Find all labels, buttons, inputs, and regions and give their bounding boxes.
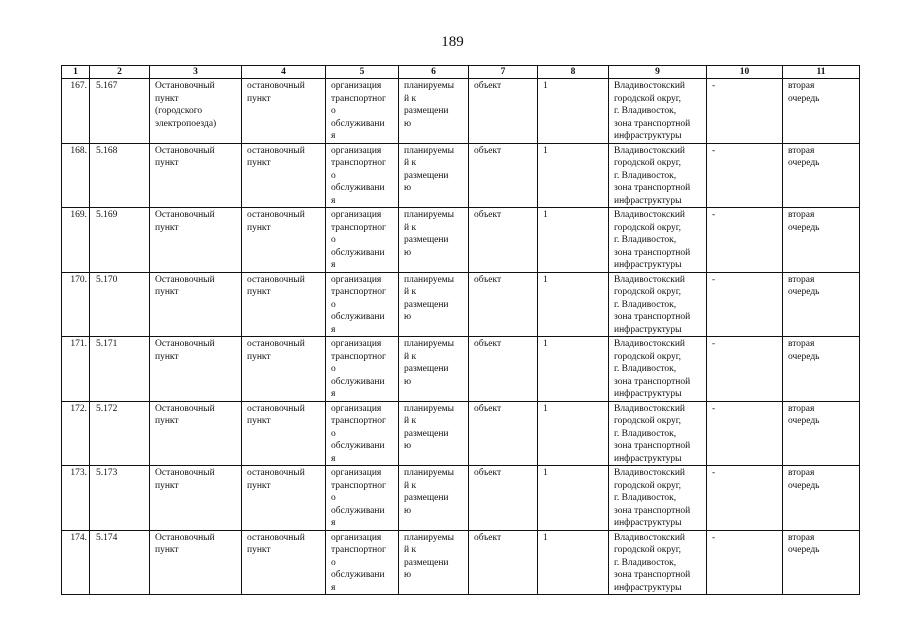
stage-cell: вторая очередь: [783, 143, 860, 208]
location-cell: Владивостокский городской округ, г. Владивосток, зона транспортной инфраструктуры: [609, 466, 707, 531]
table-row: [62, 530, 860, 595]
zone-cell: -: [707, 530, 783, 595]
row-number-cell: 167.: [62, 79, 90, 144]
object-name-cell: Остановочный пункт: [150, 337, 242, 402]
purpose-cell: организация транспортног о обслуживани я: [326, 401, 399, 466]
stage-cell: вторая очередь: [783, 530, 860, 595]
status-cell: планируемы й к размещени ю: [399, 401, 469, 466]
zone-cell: -: [707, 337, 783, 402]
row-number-cell: 169.: [62, 208, 90, 273]
object-type-cell: остановочный пункт: [242, 337, 326, 402]
column-header: 1: [62, 66, 90, 79]
object-name-cell: Остановочный пункт: [150, 272, 242, 337]
object-type-cell: остановочный пункт: [242, 401, 326, 466]
object-name-cell: Остановочный пункт: [150, 530, 242, 595]
purpose-cell: организация транспортног о обслуживани я: [326, 79, 399, 144]
purpose-cell: организация транспортног о обслуживани я: [326, 272, 399, 337]
unit-cell: объект: [469, 401, 538, 466]
stage-cell: вторая очередь: [783, 466, 860, 531]
location-cell: Владивостокский городской округ, г. Владивосток, зона транспортной инфраструктуры: [609, 208, 707, 273]
column-header: 10: [707, 66, 783, 79]
object-name-cell: Остановочный пункт: [150, 466, 242, 531]
location-cell: Владивостокский городской округ, г. Владивосток, зона транспортной инфраструктуры: [609, 272, 707, 337]
quantity-cell: 1: [538, 337, 609, 402]
column-header: 6: [399, 66, 469, 79]
column-header: 5: [326, 66, 399, 79]
unit-cell: объект: [469, 208, 538, 273]
object-type-cell: остановочный пункт: [242, 208, 326, 273]
stage-cell: вторая очередь: [783, 79, 860, 144]
stage-cell: вторая очередь: [783, 401, 860, 466]
object-code-cell: 5.174: [90, 530, 150, 595]
status-cell: планируемы й к размещени ю: [399, 530, 469, 595]
table-row: [62, 272, 860, 337]
row-number-cell: 170.: [62, 272, 90, 337]
object-code-cell: 5.168: [90, 143, 150, 208]
table-row: [62, 401, 860, 466]
status-cell: планируемы й к размещени ю: [399, 272, 469, 337]
table-row: [62, 79, 860, 144]
column-header: 3: [150, 66, 242, 79]
status-cell: планируемы й к размещени ю: [399, 208, 469, 273]
object-code-cell: 5.171: [90, 337, 150, 402]
zone-cell: -: [707, 401, 783, 466]
column-header: 11: [783, 66, 860, 79]
zone-cell: -: [707, 143, 783, 208]
purpose-cell: организация транспортног о обслуживани я: [326, 208, 399, 273]
location-cell: Владивостокский городской округ, г. Владивосток, зона транспортной инфраструктуры: [609, 337, 707, 402]
object-type-cell: остановочный пункт: [242, 79, 326, 144]
purpose-cell: организация транспортног о обслуживани я: [326, 337, 399, 402]
table-row: [62, 208, 860, 273]
column-header: 9: [609, 66, 707, 79]
object-code-cell: 5.170: [90, 272, 150, 337]
zone-cell: -: [707, 466, 783, 531]
location-cell: Владивостокский городской округ, г. Владивосток, зона транспортной инфраструктуры: [609, 530, 707, 595]
zone-cell: -: [707, 79, 783, 144]
quantity-cell: 1: [538, 79, 609, 144]
objects-table: [61, 65, 860, 595]
zone-cell: -: [707, 272, 783, 337]
header-row: [62, 66, 860, 79]
object-type-cell: остановочный пункт: [242, 272, 326, 337]
column-header: 8: [538, 66, 609, 79]
location-cell: Владивостокский городской округ, г. Владивосток, зона транспортной инфраструктуры: [609, 143, 707, 208]
unit-cell: объект: [469, 530, 538, 595]
object-code-cell: 5.167: [90, 79, 150, 144]
column-header: 4: [242, 66, 326, 79]
row-number-cell: 173.: [62, 466, 90, 531]
zone-cell: -: [707, 208, 783, 273]
status-cell: планируемы й к размещени ю: [399, 143, 469, 208]
object-type-cell: остановочный пункт: [242, 143, 326, 208]
status-cell: планируемы й к размещени ю: [399, 79, 469, 144]
object-code-cell: 5.173: [90, 466, 150, 531]
unit-cell: объект: [469, 143, 538, 208]
page-number: 189: [441, 34, 464, 50]
stage-cell: вторая очередь: [783, 208, 860, 273]
location-cell: Владивостокский городской округ, г. Владивосток, зона транспортной инфраструктуры: [609, 79, 707, 144]
status-cell: планируемы й к размещени ю: [399, 466, 469, 531]
quantity-cell: 1: [538, 401, 609, 466]
object-code-cell: 5.172: [90, 401, 150, 466]
purpose-cell: организация транспортног о обслуживани я: [326, 530, 399, 595]
location-cell: Владивостокский городской округ, г. Владивосток, зона транспортной инфраструктуры: [609, 401, 707, 466]
object-code-cell: 5.169: [90, 208, 150, 273]
status-cell: планируемы й к размещени ю: [399, 337, 469, 402]
quantity-cell: 1: [538, 143, 609, 208]
row-number-cell: 168.: [62, 143, 90, 208]
row-number-cell: 172.: [62, 401, 90, 466]
unit-cell: объект: [469, 79, 538, 144]
quantity-cell: 1: [538, 272, 609, 337]
quantity-cell: 1: [538, 530, 609, 595]
unit-cell: объект: [469, 272, 538, 337]
object-name-cell: Остановочный пункт: [150, 401, 242, 466]
purpose-cell: организация транспортног о обслуживани я: [326, 466, 399, 531]
object-name-cell: Остановочный пункт: [150, 208, 242, 273]
object-type-cell: остановочный пункт: [242, 466, 326, 531]
table-row: [62, 466, 860, 531]
column-header: 7: [469, 66, 538, 79]
purpose-cell: организация транспортног о обслуживани я: [326, 143, 399, 208]
table-row: [62, 143, 860, 208]
column-header: 2: [90, 66, 150, 79]
object-name-cell: Остановочный пункт: [150, 143, 242, 208]
stage-cell: вторая очередь: [783, 337, 860, 402]
row-number-cell: 171.: [62, 337, 90, 402]
table-row: [62, 337, 860, 402]
quantity-cell: 1: [538, 466, 609, 531]
stage-cell: вторая очередь: [783, 272, 860, 337]
row-number-cell: 174.: [62, 530, 90, 595]
object-name-cell: Остановочный пункт (городского электропоезда): [150, 79, 242, 144]
unit-cell: объект: [469, 337, 538, 402]
quantity-cell: 1: [538, 208, 609, 273]
object-type-cell: остановочный пункт: [242, 530, 326, 595]
unit-cell: объект: [469, 466, 538, 531]
